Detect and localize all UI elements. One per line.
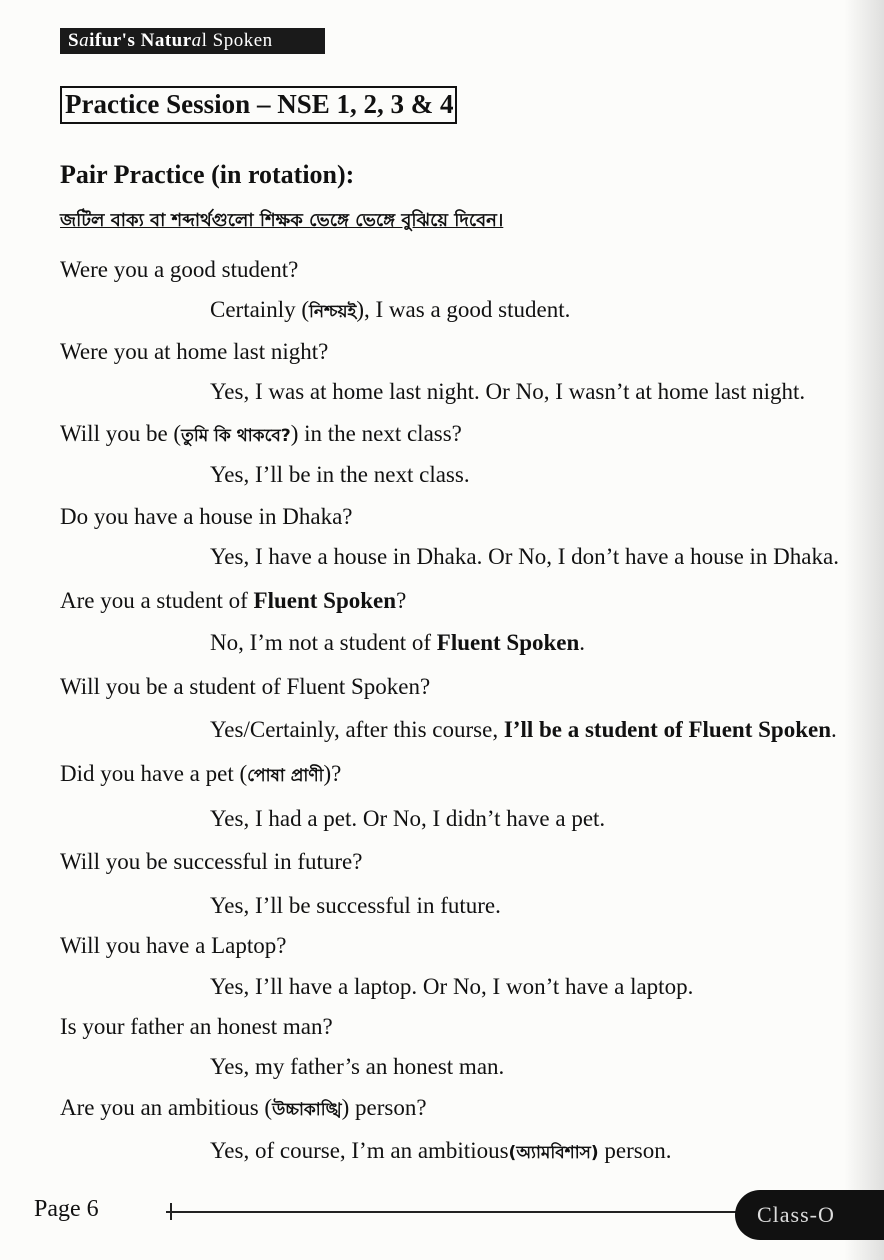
answer-5: No, I’m not a student of Fluent Spoken. <box>210 630 586 655</box>
question-6: Will you be a student of Fluent Spoken? <box>60 674 431 699</box>
answer-3: Yes, I’ll be in the next class. <box>210 462 470 487</box>
answer-11: Yes, of course, I’m an ambitious(অ্যামবিশাস) person. <box>210 1138 672 1163</box>
question-8: Will you be successful in future? <box>60 849 363 874</box>
section-heading: Pair Practice (in rotation): <box>60 160 355 189</box>
question-11: Are you an ambitious (উচ্চাকাঙ্খি) person? <box>60 1095 427 1120</box>
question-7: Did you have a pet (পোষা প্রাণী)? <box>60 761 342 786</box>
question-1: Were you a good student? <box>60 257 299 282</box>
session-title: Practice Session – NSE 1, 2, 3 & 4 <box>60 86 457 124</box>
answer-7: Yes, I had a pet. Or No, I didn’t have a pet. <box>210 806 606 831</box>
answer-8: Yes, I’ll be successful in future. <box>210 893 501 918</box>
answer-6: Yes/Certainly, after this course, I’ll be a student of Fluent Spoken. <box>210 717 837 742</box>
answer-2: Yes, I was at home last night. Or No, I wasn’t at home last night. <box>210 379 806 404</box>
footer-rule <box>166 1211 766 1213</box>
question-10: Is your father an honest man? <box>60 1014 333 1039</box>
brand-header: Saifur's Natural Spoken <box>60 28 325 54</box>
question-9: Will you have a Laptop? <box>60 933 287 958</box>
answer-1: Certainly (নিশ্চয়ই), I was a good student. <box>210 297 571 322</box>
question-3: Will you be (তুমি কি থাকবে?) in the next class? <box>60 421 462 446</box>
question-2: Were you at home last night? <box>60 339 329 364</box>
question-4: Do you have a house in Dhaka? <box>60 504 353 529</box>
bengali-instruction: জটিল বাক্য বা শব্দার্থগুলো শিক্ষক ভেঙ্গে ভেঙ্গে বুঝিয়ে দিবেন। <box>60 210 504 231</box>
class-tab: Class-O <box>735 1190 884 1240</box>
question-5: Are you a student of Fluent Spoken? <box>60 588 407 613</box>
answer-10: Yes, my father’s an honest man. <box>210 1054 505 1079</box>
answer-4: Yes, I have a house in Dhaka. Or No, I don’t have a house in Dhaka. <box>210 544 839 569</box>
answer-9: Yes, I’ll have a laptop. Or No, I won’t have a laptop. <box>210 974 694 999</box>
page-number: Page 6 <box>34 1196 99 1222</box>
